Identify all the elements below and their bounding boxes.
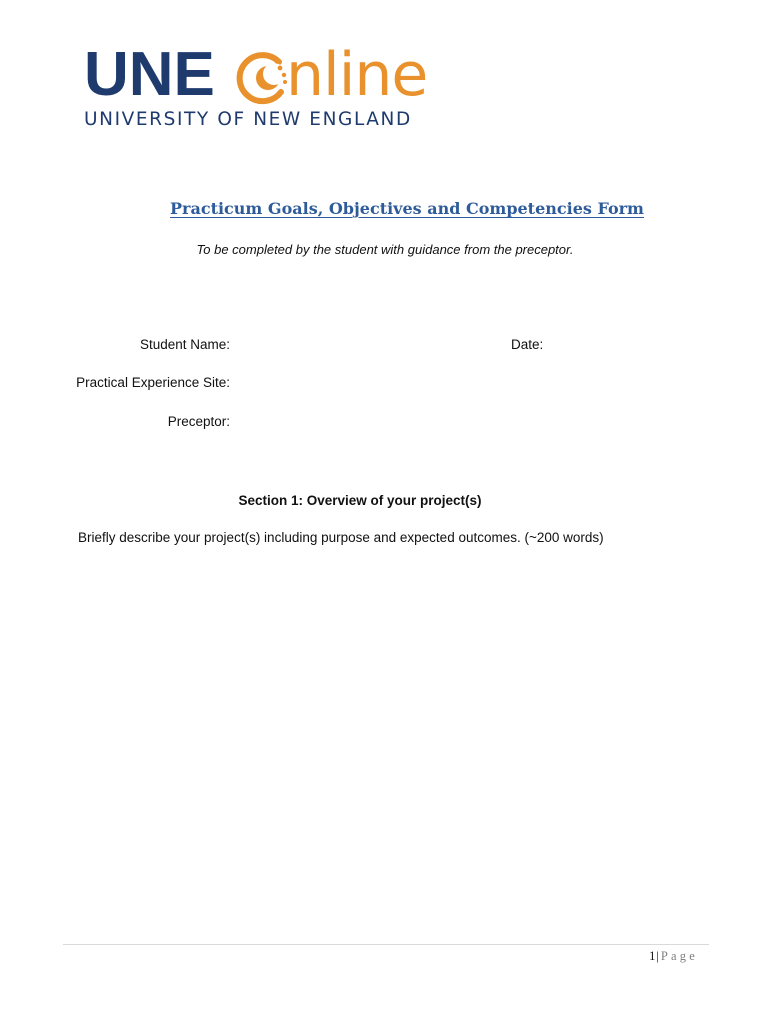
date-label: Date: [511,337,544,352]
page-word: Page [660,949,698,963]
student-name-label: Student Name: [139,337,230,352]
practical-experience-site-label: Practical Experience Site: [76,375,230,390]
footer-divider [63,944,709,945]
form-subtitle: To be completed by the student with guidance from the preceptor. [196,242,574,257]
preceptor-label: Preceptor: [167,414,230,429]
page-number: 1 [649,949,656,963]
section-1-prompt: Briefly describe your project(s) including purpose and expected outcomes. (~200 words) [78,530,604,545]
page-separator: | [656,949,659,963]
une-online-logo [84,40,429,132]
logo-university-text: UNIVERSITY OF NEW ENGLAND [84,109,412,130]
logo-online-text: nline [286,40,428,110]
page-footer [649,949,698,964]
form-title: Practicum Goals, Objectives and Competencies Form [170,199,644,218]
logo-une-text: UNE [84,40,215,109]
section-1-heading: Section 1: Overview of your project(s) [238,493,482,508]
